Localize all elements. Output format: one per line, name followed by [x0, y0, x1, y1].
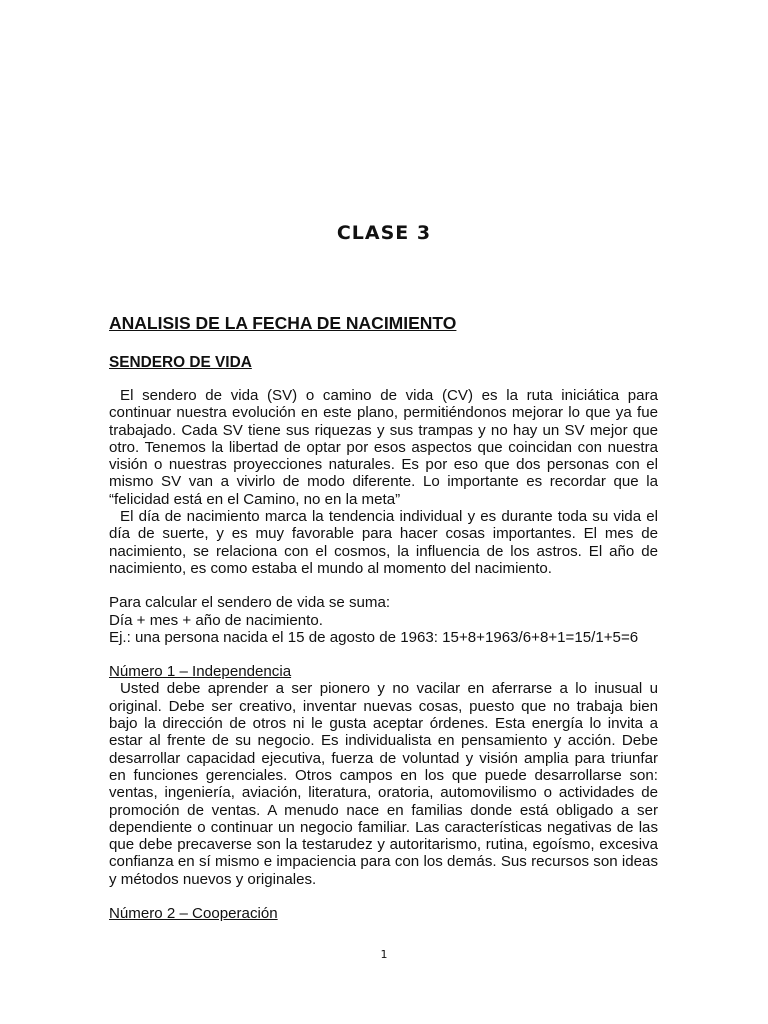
calc-line: Para calcular el sendero de vida se suma: [109, 594, 391, 612]
spacer [109, 577, 658, 594]
document-body [109, 312, 658, 922]
spacer [109, 646, 658, 663]
number-2-heading: Número 2 – Cooperación [109, 905, 278, 923]
spacer [109, 888, 658, 905]
paragraph-nacimiento: El día de nacimiento marca la tendencia individual y es durante toda su vida el día de suerte, y es muy favorable para hacer cosas importantes. El mes de nacimiento, se relaciona con el cosmos, la influencia de los astros. El año de nacimiento, es como estaba el mundo al momento del nacimiento. [109, 508, 658, 577]
section-heading: SENDERO DE VIDA [109, 354, 252, 371]
calc-line: Día + mes + año de nacimiento. [109, 611, 323, 629]
page-number: 1 [380, 948, 388, 961]
number-1-heading: Número 1 – Independencia [109, 663, 292, 681]
calc-example: Ej.: una persona nacida el 15 de agosto de 1963: 15+8+1963/6+8+1=15/1+5=6 [109, 628, 639, 646]
main-heading: ANALISIS DE LA FECHA DE NACIMIENTO [109, 313, 457, 333]
paragraph-sendero-intro: El sendero de vida (SV) o camino de vida (CV) es la ruta iniciática para continuar nuestra evolución en este plano, permitiéndonos mejorar lo que ya fue trabajado. Cada SV tiene sus riquezas y sus trampas y no hay un SV mejor que otro. Tenemos la libertad de optar por esos aspectos que coincidan con nuestra visión o nuestras proyecciones naturales. Es por eso que dos personas con el mismo SV van a vivirlo de modo diferente. Lo importante es recordar que la “felicidad está en el Camino, no en la meta” [109, 387, 658, 508]
class-title: CLASE 3 [336, 222, 432, 244]
number-1-text: Usted debe aprender a ser pionero y no vacilar en aferrarse a lo inusual u original. Debe ser creativo, inventar nuevas cosas, puesto que no trabaja bien bajo la dirección de otros ni le gusta aceptar órdenes. Esta energía lo invita a estar al frente de su negocio. Es individualista en pensamiento y acción. Debe desarrollar capacidad ejecutiva, fuerza de voluntad y visión amplia para triunfar en funciones gerenciales. Otros campos en los que puede desarrollarse son: ventas, ingeniería, aviación, literatura, oratoria, automovilismo o actividades de promoción de ventas. A menudo nace en familias donde está obligado a ser dependiente o continuar un negocio familiar. Las características negativas de las que debe precaverse son la testarudez y autoritarismo, rutina, egoísmo, excesiva confianza en sí mismo e impaciencia para con los demás. Sus recursos son ideas y métodos nuevos y originales. [109, 680, 658, 888]
